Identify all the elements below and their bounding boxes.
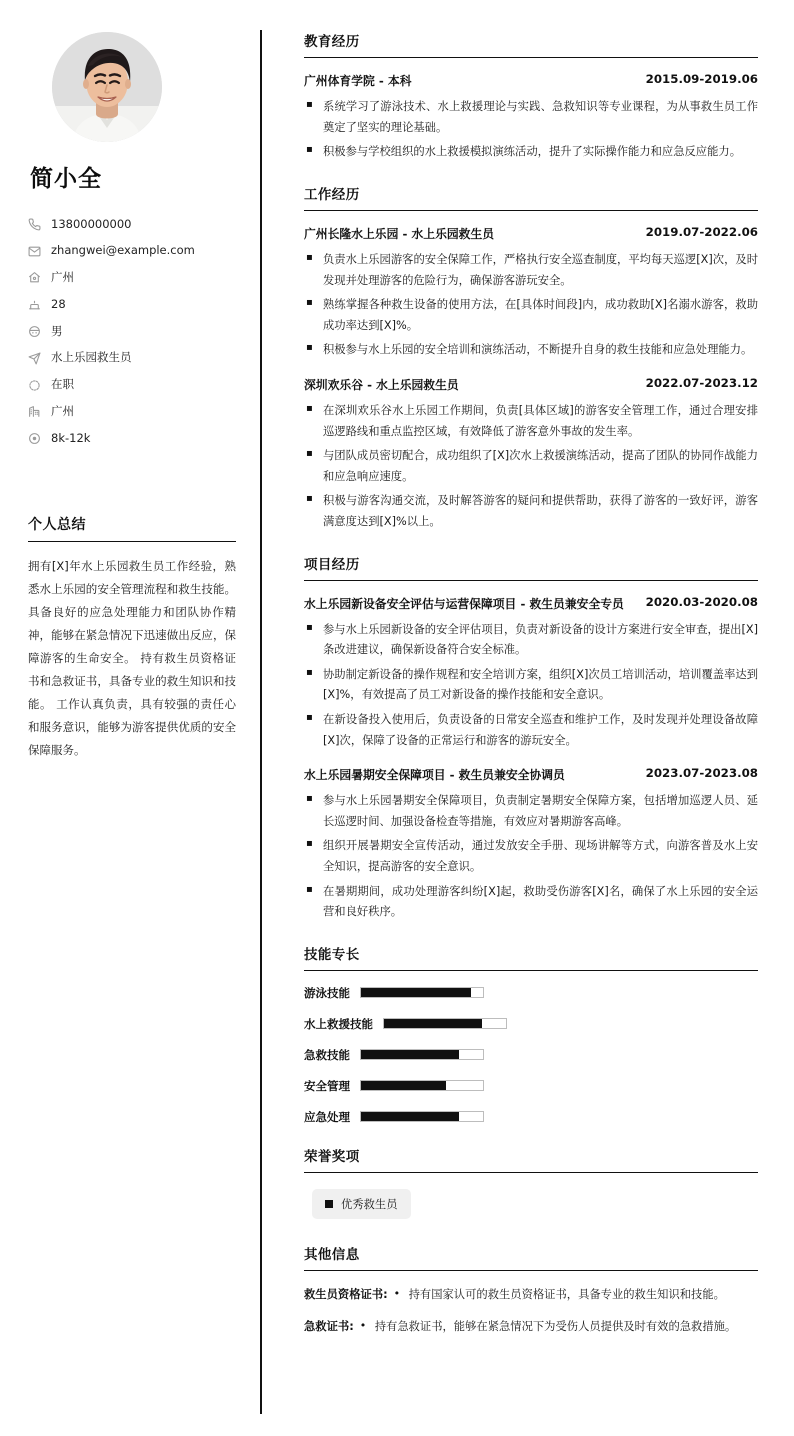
skill-label: 急救技能 <box>304 1047 350 1062</box>
contact-value-status: 在职 <box>51 377 74 392</box>
bullet-list <box>304 791 758 922</box>
skill-progress-fill <box>384 1019 482 1028</box>
honor-label: 优秀救生员 <box>341 1197 398 1211</box>
other-info-value: • 持有急救证书，能够在紧急情况下为受伤人员提供及时有效的急救措施。 <box>358 1317 758 1338</box>
contact-item-gender <box>28 318 236 345</box>
summary-text: 拥有[X]年水上乐园救生员工作经验，熟悉水上乐园的安全管理流程和救生技能。 具备良好的应急处理能力和团队协作精神，能够在紧急情况下迅速做出反应，保障游客的生命安全。 持有救生员资格证书和急救证书，具备专业的救生知识和技能。 工作认真负责，具有较强的责任心和服务意识，能够为游客提供优质的安全保障服务。 <box>28 559 236 758</box>
home-icon <box>28 271 41 284</box>
contact-value-workplace: 广州 <box>51 404 74 419</box>
skill-label: 应急处理 <box>304 1109 350 1124</box>
entry-title: 广州体育学院 - 本科 <box>304 74 412 88</box>
skill-progress-track <box>360 1080 484 1091</box>
other-info-row <box>304 1317 758 1338</box>
other-info-value: • 持有国家认可的救生员资格证书，具备专业的救生知识和技能。 <box>392 1285 758 1306</box>
entry-header <box>304 225 758 243</box>
bullet-item: ▪ 积极与游客沟通交流，及时解答游客的疑问和提供帮助，获得了游客的一致好评，游客满意度达到[X]%以上。 <box>304 491 758 532</box>
bullet-item: ▪ 在新设备投入使用后，负责设备的日常安全巡查和维护工作，及时发现并处理设备故障[X]次，保障了设备的正常运行和游客的游玩安全。 <box>304 710 758 751</box>
entry-date: 2019.07-2022.06 <box>645 224 758 239</box>
entry-title: 广州长隆水上乐园 - 水上乐园救生员 <box>304 226 495 241</box>
section-title-other-info: 其他信息 <box>304 1243 758 1271</box>
bullet-item: ▪ 组织开展暑期安全宣传活动，通过发放安全手册、现场讲解等方式，向游客普及水上安全知识，提高游客的安全意识。 <box>304 836 758 877</box>
bullet-item: ▪ 在暑期期间，成功处理游客纠纷[X]起，救助受伤游客[X]名，确保了水上乐园的安全运营和良好秩序。 <box>304 882 758 923</box>
phone-icon <box>28 218 41 231</box>
entry-header <box>304 376 758 394</box>
section-work <box>304 183 758 533</box>
entry-title: 深圳欢乐谷 - 水上乐园救生员 <box>304 377 459 392</box>
contact-item-position <box>28 345 236 372</box>
bullet-list <box>304 620 758 751</box>
contact-value-salary: 8k-12k <box>51 430 91 445</box>
contact-item-salary <box>28 425 236 452</box>
skill-row <box>304 1078 758 1094</box>
project-entry <box>304 595 758 752</box>
section-honors <box>304 1145 758 1223</box>
work-entry <box>304 225 758 361</box>
page-title: 简小全 <box>30 166 102 192</box>
section-other-info <box>304 1243 758 1338</box>
bullet-item: ▪ 负责水上乐园游客的安全保障工作，严格执行安全巡查制度，平均每天巡逻[X]次，及时发现并处理游客的危险行为，确保游客游玩安全。 <box>304 250 758 291</box>
contact-item-age <box>28 291 236 318</box>
bullet-item: ▪ 协助制定新设备的操作规程和安全培训方案，组织[X]次员工培训活动，培训覆盖率达到[X]%，有效提高了员工对新设备的操作技能和安全意识。 <box>304 665 758 706</box>
section-skills <box>304 943 758 1125</box>
paper-plane-icon <box>28 352 41 365</box>
section-title-work: 工作经历 <box>304 183 758 211</box>
contact-item-status <box>28 372 236 399</box>
square-bullet-icon <box>325 1200 333 1208</box>
contact-item-email <box>28 238 236 265</box>
bullet-item: ▪ 积极参与水上乐园的安全培训和演练活动，不断提升自身的救生技能和应急处理能力。 <box>304 340 758 361</box>
bullet-list <box>304 401 758 532</box>
cake-icon <box>28 298 41 311</box>
skill-row <box>304 1016 758 1032</box>
entry-date: 2022.07-2023.12 <box>645 375 758 390</box>
avatar <box>52 32 162 142</box>
contact-value-email: zhangwei@example.com <box>51 243 195 258</box>
bullet-item: ▪ 系统学习了游泳技术、水上救援理论与实践、急救知识等专业课程，为从事救生员工作奠定了坚实的理论基础。 <box>304 97 758 138</box>
entry-date: 2015.09-2019.06 <box>645 72 758 86</box>
skill-progress-fill <box>361 1050 459 1059</box>
skill-row <box>304 1047 758 1063</box>
entry-date: 2023.07-2023.08 <box>645 766 758 781</box>
bullet-item: ▪ 积极参与学校组织的水上救援模拟演练活动，提升了实际操作能力和应急反应能力。 <box>304 142 758 163</box>
contact-item-workplace <box>28 399 236 426</box>
gender-icon <box>28 325 41 338</box>
work-entry <box>304 376 758 533</box>
contact-value-gender: 男 <box>51 323 63 338</box>
bullet-item: ▪ 参与水上乐园新设备的安全评估项目，负责对新设备的设计方案进行安全审查，提出[X]条改进建议，确保新设备符合安全标准。 <box>304 620 758 661</box>
skill-label: 游泳技能 <box>304 985 350 1000</box>
section-title-project: 项目经历 <box>304 553 758 581</box>
summary-title: 个人总结 <box>28 514 236 542</box>
section-title-education: 教育经历 <box>304 30 758 58</box>
contact-item-phone <box>28 211 236 238</box>
other-info-label: 救生员资格证书: <box>304 1287 388 1301</box>
contact-value-position: 水上乐园救生员 <box>51 350 132 365</box>
building-icon <box>28 405 41 418</box>
bullet-list <box>304 97 758 163</box>
skill-progress-track <box>360 1049 484 1060</box>
contact-value-city: 广州 <box>51 270 74 285</box>
skill-progress-track <box>360 1111 484 1122</box>
skill-progress-track <box>383 1018 507 1029</box>
contact-value-age: 28 <box>51 296 66 311</box>
project-entry <box>304 766 758 923</box>
skill-label: 安全管理 <box>304 1078 350 1093</box>
section-education <box>304 30 758 163</box>
skill-progress-track <box>360 987 484 998</box>
other-info-label: 急救证书: <box>304 1319 354 1333</box>
skill-progress-fill <box>361 1081 446 1090</box>
honor-list <box>304 1187 758 1223</box>
skill-progress-fill <box>361 1112 459 1121</box>
sidebar <box>0 0 262 1436</box>
entry-header <box>304 595 758 613</box>
bullet-item: ▪ 熟练掌握各种救生设备的使用方法，在[具体时间段]内，成功救助[X]名溺水游客，救助成功率达到[X]%。 <box>304 295 758 336</box>
other-info-row <box>304 1285 758 1306</box>
refresh-icon <box>28 379 41 392</box>
entry-title: 水上乐园暑期安全保障项目 - 救生员兼安全协调员 <box>304 768 565 783</box>
target-icon <box>28 432 41 445</box>
section-title-honors: 荣誉奖项 <box>304 1145 758 1173</box>
section-title-skills: 技能专长 <box>304 943 758 971</box>
contact-item-city <box>28 265 236 292</box>
skill-progress-fill <box>361 988 471 997</box>
bullet-item: ▪ 与团队成员密切配合，成功组织了[X]次水上救援演练活动，提高了团队的协同作战能力和应急响应速度。 <box>304 446 758 487</box>
entry-header <box>304 766 758 784</box>
education-entry <box>304 72 758 163</box>
entry-title: 水上乐园新设备安全评估与运营保障项目 - 救生员兼安全专员 <box>304 596 624 611</box>
envelope-icon <box>28 245 41 258</box>
contact-list <box>28 211 236 452</box>
skill-label: 水上救援技能 <box>304 1016 373 1031</box>
skill-row <box>304 985 758 1001</box>
skill-row <box>304 1109 758 1125</box>
contact-value-phone: 13800000000 <box>51 216 132 231</box>
bullet-item: ▪ 在深圳欢乐谷水上乐园工作期间，负责[具体区域]的游客安全管理工作，通过合理安排巡逻路线和重点监控区域，有效降低了游客意外事故的发生率。 <box>304 401 758 442</box>
status-badge <box>312 1189 411 1219</box>
section-project <box>304 553 758 923</box>
section-summary <box>28 514 236 762</box>
entry-header <box>304 72 758 90</box>
bullet-item: ▪ 参与水上乐园暑期安全保障项目，负责制定暑期安全保障方案，包括增加巡逻人员、延长巡逻时间、加强设备检查等措施，有效应对暑期游客高峰。 <box>304 791 758 832</box>
main-column <box>262 0 794 1436</box>
bullet-list <box>304 250 758 361</box>
entry-date: 2020.03-2020.08 <box>645 594 758 609</box>
